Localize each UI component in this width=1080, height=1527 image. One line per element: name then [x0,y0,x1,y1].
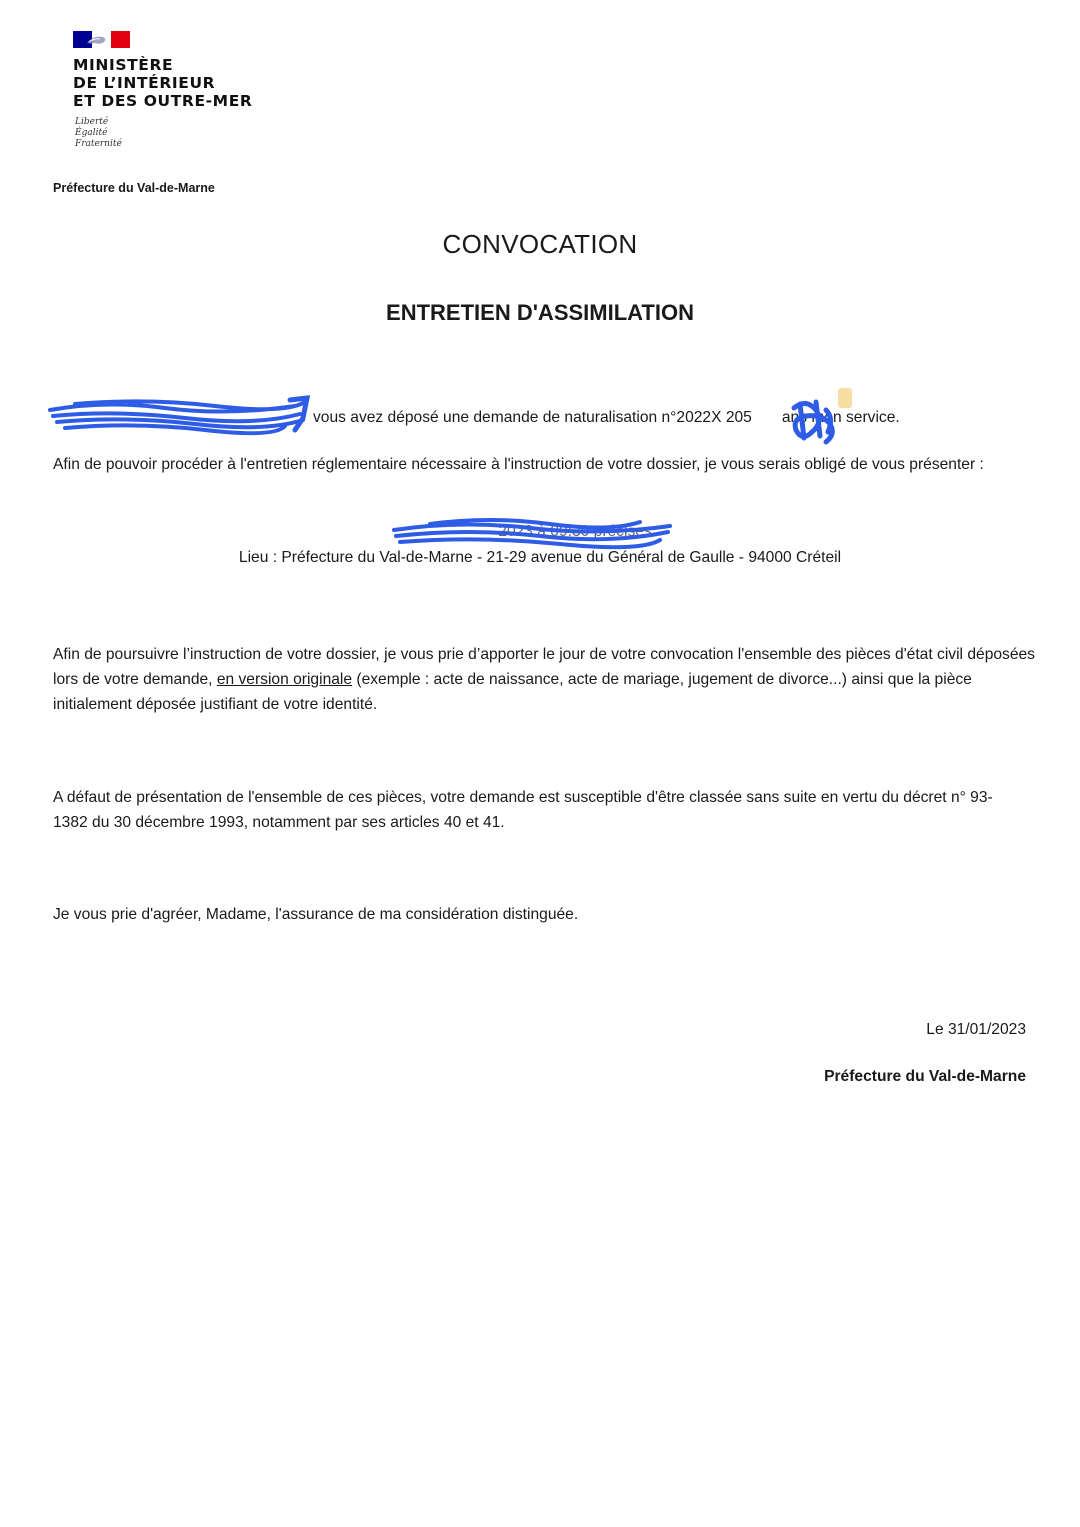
appointment-date-line [0,523,1080,541]
appointment-location: Lieu : Préfecture du Val-de-Marne - 21-29 avenue du Général de Gaulle - 94000 Créteil [238,549,842,566]
ministry-name-line-2: DE L’INTÉRIEUR [73,74,216,92]
appointment-visible-text: 2023 à 09:30 précises [498,523,652,540]
marianne-flag-logo [73,31,130,48]
paragraph-closing: Je vous prie d'agréer, Madame, l'assurance de ma considération distinguée. [53,906,579,923]
document-subtitle: ENTRETIEN D'ASSIMILATION [386,300,694,325]
ministry-name-line-1: MINISTÈRE [73,56,174,74]
original-version-emphasis: en version originale [216,671,353,688]
paragraph-instruction: Afin de pouvoir procéder à l'entretien réglementaire nécessaire à l'instruction de votre dossier, je vous serais obligé de vous présenter : [53,456,984,473]
motto-egalite: Égalité [75,128,108,138]
documents-text-part-1: Afin de poursuivre l’instruction de votre dossier, je vous prie d’apporter le jour de votre convocation l'ensemble des pièces d'état civil déposées lors de votre demande, [53,646,1035,688]
signature-prefecture: Préfecture du Val-de-Marne [824,1068,1026,1085]
intro-text-part-1: vous avez déposé une demande de naturalisation n°2022X 205 [313,409,752,426]
motto-liberte: Liberté [75,117,109,127]
paragraph-warning: A défaut de présentation de l'ensemble de ces pièces, votre demande est susceptible d'être classée sans suite en vertu du décret n° 93-1382 du 30 décembre 1993, notamment par ses articles 40 et 41. [53,789,993,831]
ministry-name-line-3: ET DES OUTRE-MER [73,92,253,110]
documents-text-part-2: (exemple : acte de naissance, acte de mariage, jugement de divorce...) ainsi que la pièce initialement déposée justifiant de votre identité. [53,671,972,713]
paragraph-documents [53,642,1038,717]
document-title: CONVOCATION [442,229,638,259]
motto-fraternite: Fraternité [75,139,122,149]
intro-text-part-2: ans mon service. [781,409,900,426]
prefecture-header: Préfecture du Val-de-Marne [53,181,215,195]
intro-line [53,405,1033,430]
document-date: Le 31/01/2023 [926,1021,1026,1038]
